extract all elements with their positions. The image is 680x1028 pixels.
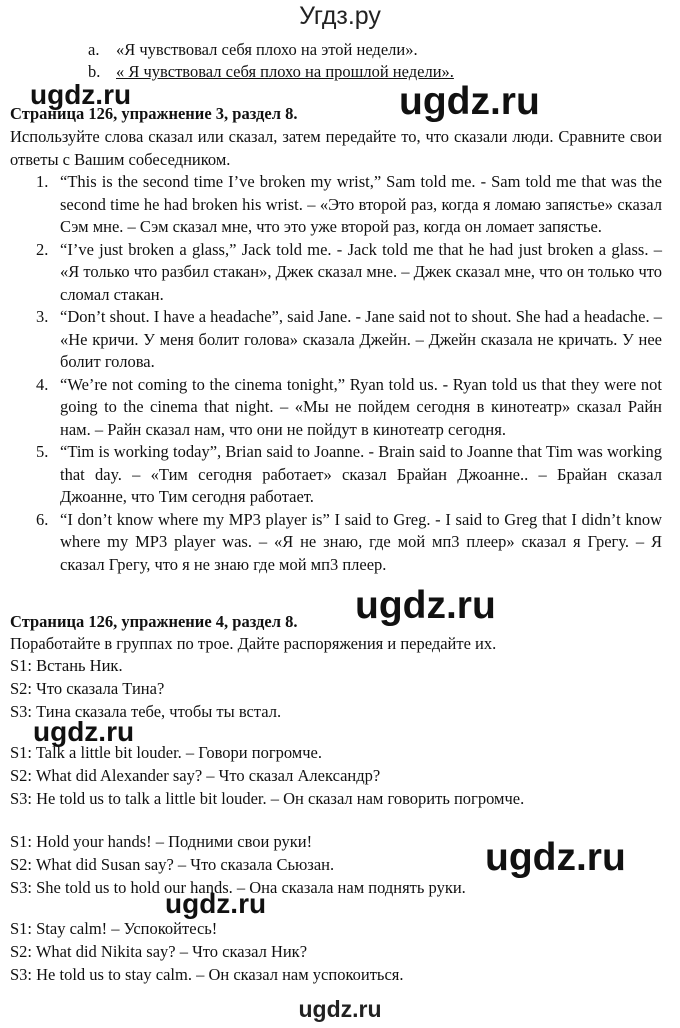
exercise-item: [10, 441, 662, 509]
dialogue-line: S2: What did Nikita say? – Что сказал Ник?: [10, 941, 308, 961]
item-number: 6.: [36, 509, 49, 529]
exercise-4-instruction: Поработайте в группах по трое. Дайте распоряжения и передайте их.: [10, 634, 497, 653]
exercise-item: [10, 509, 662, 577]
dialogue-group: [10, 655, 281, 723]
exercise-item: [10, 171, 662, 239]
option-text: «Я чувствовал себя плохо на этой недели».: [116, 40, 418, 59]
exercise-4-heading: Страница 126, упражнение 4, раздел 8.: [10, 612, 298, 631]
item-text: “I don’t know where my MP3 player is” I said to Greg. - I said to Greg that I didn’t know where my MP3 player was. – «Я не знаю, где мой мп3 плеер» сказал я Грегу. – Я сказал Грегу, что я не знаю где мой мп3 плеер.: [60, 509, 662, 574]
dialogue-line: S3: She told us to hold our hands. – Она сказала нам поднять руки.: [10, 877, 466, 897]
watermark: ugdz.ru: [30, 79, 132, 110]
item-text: “Tim is working today”, Brian said to Joanne. - Brain said to Joanne that Tim was working that day. – «Тим сегодня работает» сказал Брайан Джоанне.. – Брайан сказал Джоанне, что Тим сегодня работает.: [60, 442, 662, 506]
dialogue-line: S2: Что сказала Тина?: [10, 678, 165, 698]
watermark: ugdz.ru: [485, 836, 626, 879]
exercise-item: [10, 239, 662, 307]
dialogue-line: S2: What did Alexander say? – Что сказал Александр?: [10, 765, 381, 785]
item-number: 1.: [36, 172, 49, 191]
item-text: “I’ve just broken a glass,” Jack told me. - Jack told me that he had just broken a glass. – «Я только что разбил стакан», Джек сказал мне. – Джек сказал мне, что он только что сломал стакан.: [60, 239, 662, 304]
dialogue-line: S1: Stay calm! – Успокойтесь!: [10, 919, 218, 938]
exercise-3-list: [10, 171, 662, 576]
dialogue-line: S3: He told us to stay calm. – Он сказал нам успокоиться.: [10, 964, 404, 984]
item-number: 2.: [36, 239, 49, 259]
dialogue-line: S1: Hold your hands! – Подними свои руки!: [10, 832, 313, 851]
intro-option-a: [88, 39, 418, 61]
dialogue-line: S2: What did Susan say? – Что сказала Сьюзан.: [10, 854, 335, 874]
item-number: 4.: [36, 374, 49, 394]
watermark: ugdz.ru: [33, 716, 135, 747]
item-number: 5.: [36, 442, 49, 461]
footer-site-name: ugdz.ru: [298, 996, 382, 1022]
watermark: ugdz.ru: [355, 584, 496, 627]
option-text: « Я чувствовал себя плохо на прошлой недели».: [116, 62, 454, 81]
site-title: Угдз.ру: [299, 2, 381, 30]
dialogue-line: S3: Тина сказала тебе, чтобы ты встал.: [10, 701, 282, 721]
dialogue-line: S1: Встань Ник.: [10, 656, 123, 675]
dialogue-line: S3: He told us to talk a little bit louder. – Он сказал нам говорить погромче.: [10, 788, 525, 808]
exercise-item: [10, 306, 662, 374]
dialogue-group: [10, 918, 403, 986]
watermark: ugdz.ru: [165, 888, 267, 919]
exercise-3-heading: Страница 126, упражнение 3, раздел 8.: [10, 104, 298, 123]
item-text: “We’re not coming to the cinema tonight,” Ryan told us. - Ryan told us that they were not going to the cinema that night. – «Мы не пойдем сегодня в кинотеатр» сказал Райн нам. – Райн сказал нам, что они не пойдут в кинотеатр сегодня.: [60, 374, 662, 439]
item-text: “Don’t shout. I have a headache”, said Jane. - Jane said not to shout. She had a headache. – «Не кричи. У меня болит голова» сказала Джейн. – Джейн сказала не кричать. У нее болит голова.: [60, 307, 662, 371]
item-text: “This is the second time I’ve broken my wrist,” Sam told me. - Sam told me that was the second time he had broken his wrist. – «Это второй раз, когда я ломаю запястье» сказал Сэм мне. – Сэм сказал мне, что это уже второй раз, когда он ломает запястье.: [60, 172, 662, 236]
option-letter: b.: [88, 62, 101, 81]
item-number: 3.: [36, 307, 49, 326]
exercise-3-instruction: Используйте слова сказал или сказал, затем передайте то, что сказали люди. Сравните свои ответы с Вашим собеседником.: [10, 127, 662, 169]
option-letter: a.: [88, 40, 100, 59]
dialogue-line: S1: Talk a little bit louder. – Говори погромче.: [10, 743, 322, 762]
dialogue-group: [10, 742, 524, 810]
watermark: ugdz.ru: [399, 80, 540, 123]
exercise-item: [10, 374, 662, 442]
